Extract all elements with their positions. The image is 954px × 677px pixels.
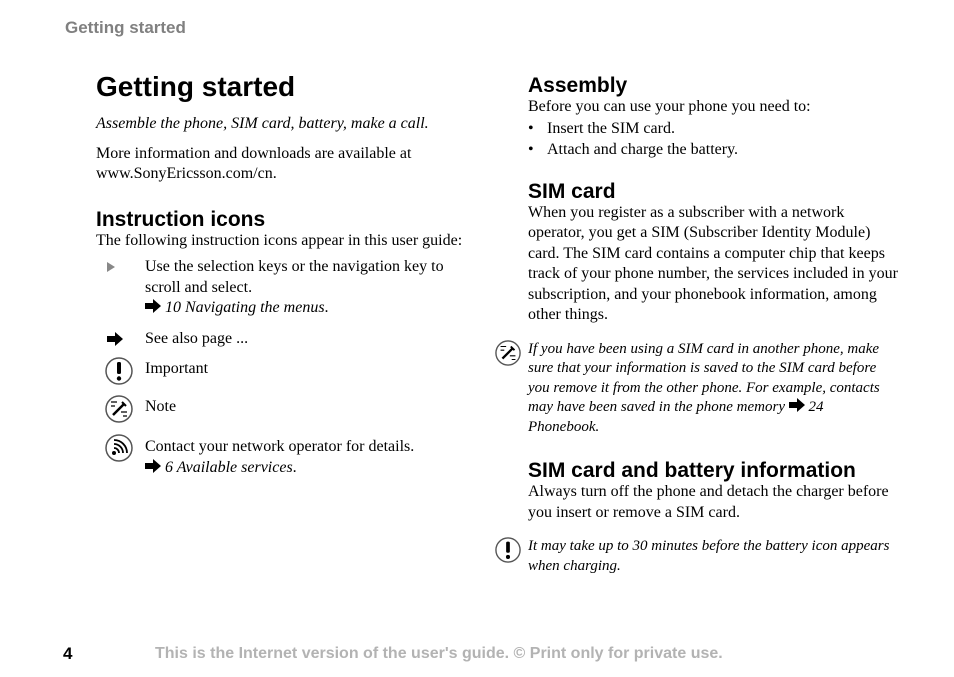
important-icon	[495, 537, 521, 563]
intro-text: Assemble the phone, SIM card, battery, make a call.	[96, 115, 429, 132]
instruction-item-text: See also page ...	[145, 329, 249, 347]
right-column	[528, 74, 898, 576]
running-head: Getting started	[65, 18, 186, 37]
instruction-item-see-also	[96, 329, 476, 350]
sim-card-text: When you register as a subscriber with a network operator, you get a SIM (Subscriber Identity Module) card. The SIM card contains a computer chip that keeps track of your phone number, the services included in your subscription, and your phonebook information, among other things.	[528, 203, 898, 323]
see-also-arrow-icon	[145, 459, 161, 473]
footer-notice: This is the Internet version of the user's guide. © Print only for private use.	[155, 645, 723, 662]
instruction-item-operator	[96, 437, 476, 478]
instruction-item-text: Important	[145, 360, 209, 377]
sim-card-note-text: If you have been using a SIM card in another phone, make sure that your information is saved to the SIM card before you remove it from the other phone. For example, contacts may have been saved in the phone memory 24 Phonebook.	[528, 340, 880, 435]
instruction-item-ref: 10 Navigating the menus.	[145, 298, 476, 319]
instruction-item-important	[96, 359, 476, 387]
important-icon	[105, 357, 133, 385]
instruction-icons-text: The following instruction icons appear in this user guide:	[96, 231, 463, 249]
instruction-item-text: Use the selection keys or the navigation key to scroll and select.	[145, 258, 444, 296]
assembly-text: Before you can use your phone you need to:	[528, 98, 811, 115]
sim-battery-heading: SIM card and battery information	[528, 459, 856, 482]
note-icon	[495, 340, 521, 366]
instruction-item-text: Contact your network operator for details.	[145, 438, 415, 455]
page-number: 4	[63, 644, 73, 663]
note-icon	[105, 395, 133, 423]
sim-card-heading: SIM card	[528, 179, 616, 203]
instruction-item-note	[96, 397, 476, 425]
see-also-arrow-icon	[107, 332, 123, 346]
operator-icon	[105, 434, 133, 462]
sim-battery-important-text: It may take up to 30 minutes before the battery icon appears when charging.	[528, 538, 890, 574]
see-also-arrow-icon	[789, 398, 805, 412]
page-title: Getting started	[96, 71, 296, 102]
see-also-arrow-icon	[145, 299, 161, 313]
sim-battery-important	[528, 537, 898, 576]
instruction-item-ref: 6 Available services.	[145, 458, 476, 479]
sim-card-note	[528, 340, 898, 438]
list-item: • Insert the SIM card.	[528, 118, 898, 139]
instruction-icons-heading: Instruction icons	[96, 207, 266, 231]
assembly-list	[528, 118, 898, 160]
play-triangle-icon	[105, 259, 117, 275]
instruction-item-text: Note	[145, 398, 177, 415]
instruction-item-select	[96, 257, 476, 319]
sim-battery-text: Always turn off the phone and detach the charger before you insert or remove a SIM card.	[528, 483, 889, 521]
left-column	[96, 68, 476, 478]
more-info-text: More information and downloads are available at www.SonyEricsson.com/cn.	[96, 144, 412, 182]
assembly-heading: Assembly	[528, 74, 628, 97]
list-item: • Attach and charge the battery.	[528, 139, 898, 160]
